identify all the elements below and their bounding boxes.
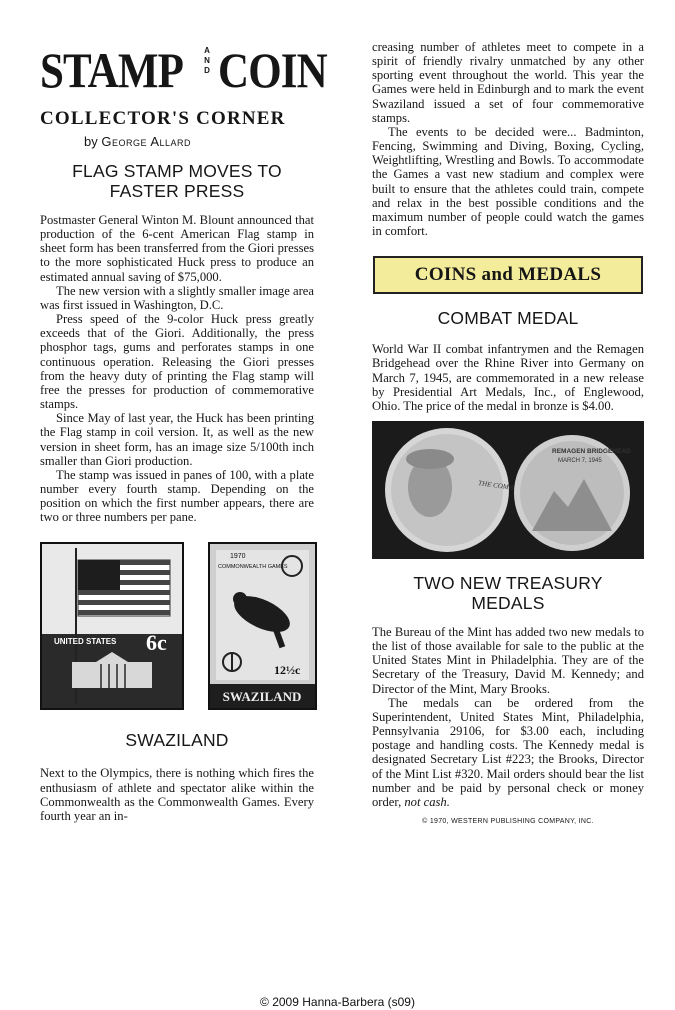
flag-article-paragraph: Since May of last year, the Huck has been printing the Flag stamp in coil version. It, as well as the new version in sheet form, has an image size 5/100th inch smaller than Giori production. bbox=[40, 411, 314, 468]
flag-article-paragraph: Press speed of the 9-color Huck press greatly exceeds that of the Giori. Additionally, the press phosphor tags, gums and perforates stamps in one continuous operation. Releasing the Giori presses from the heavy duty of printing the Flag stamp will free the presses for production of commemorative stamps. bbox=[40, 312, 314, 412]
treasury-medals-headline: TWO NEW TREASURY MEDALS bbox=[413, 572, 603, 613]
us-stamp-value: 6c bbox=[146, 630, 167, 656]
treasury-paragraph: The Bureau of the Mint has added two new medals to the list of those available for sale to the public at the United States Mint in Philadelphia. They are of the Secretary of the Treasury, David M. Kennedy; and Director of the Mint, Mary Brooks. bbox=[372, 624, 644, 696]
byline-author: George Allard bbox=[101, 134, 192, 149]
byline-by: by bbox=[84, 134, 98, 149]
swaziland-stamp-year: 1970 bbox=[230, 553, 246, 561]
treasury-paragraph-emphasis: not cash. bbox=[404, 794, 450, 809]
footer-copyright: © 2009 Hanna-Barbera (s09) bbox=[260, 995, 415, 1009]
medal-left-inscription: THE COMBAT bbox=[477, 479, 522, 493]
us-flag-stamp-art bbox=[42, 544, 182, 708]
us-stamp-country: UNITED STATES bbox=[54, 637, 117, 647]
byline bbox=[84, 134, 314, 150]
masthead bbox=[40, 42, 327, 100]
masthead-and-text: AND bbox=[204, 46, 210, 75]
swaziland-paragraph-continued: creasing number of athletes meet to compete in a spirit of friendly rivalry unmatched by any other sporting event throughout the world. This year the Games were held in Edinburgh and to mark the event Swaziland issued a set of four commemorative stamps. bbox=[372, 40, 644, 125]
treasury-paragraph bbox=[372, 696, 644, 809]
flag-article-paragraph: Postmaster General Winton M. Blount announced that production of the 6-cent American Flag stamp in sheet form has been transferred from the Giori presses to the more sophisticated Huck press to produce an estimated annual saving of $75,000. bbox=[40, 213, 314, 284]
combat-medal-paragraph: World War II combat infantrymen and the Remagen Bridgehead over the Rhine River into Germany on March 7, 1945, are commemorated in a new release by Presidential Art Medals, Inc., of Englewood, Ohio. The price of the medal in bronze is $4.00. bbox=[372, 342, 644, 413]
us-flag-stamp bbox=[40, 542, 184, 710]
flag-article-paragraph: The new version with a slightly smaller image area was first issued in Washington, D.C. bbox=[40, 283, 314, 312]
flag-icon bbox=[78, 560, 170, 616]
stamp-images bbox=[40, 542, 314, 726]
right-column bbox=[372, 40, 644, 829]
coins-and-medals-label: COINS and MEDALS bbox=[414, 264, 602, 286]
swaziland-paragraph: Next to the Olympics, there is nothing which fires the enthusiasm of athlete and spectator alike within the Commonwealth as the Commonwealth Games. Every fourth year an in- bbox=[40, 766, 314, 823]
medal-right-inscription-2: MARCH 7, 1945 bbox=[558, 457, 602, 464]
treasury-paragraph-text: The medals can be ordered from the Superintendent, United States Mint, Philadelphia, Pennsylvania 29106, for $3.00 each, including postage and handling costs. The Kennedy medal is designated Secretary List #223; the Brooks, Director of the Mint List #320. Mail orders should bear the list number and be paid by personal check or money order, bbox=[372, 695, 644, 809]
left-column bbox=[40, 42, 327, 823]
combat-medal-headline: COMBAT MEDAL bbox=[437, 308, 579, 329]
swaziland-headline: SWAZILAND bbox=[125, 730, 229, 751]
masthead-stamp: STAMP bbox=[40, 42, 184, 98]
medal-photo-art bbox=[372, 421, 644, 559]
masthead-subtitle: COLLECTOR'S CORNER bbox=[40, 108, 286, 129]
swaziland-stamp bbox=[208, 542, 317, 710]
coins-and-medals-banner bbox=[373, 256, 643, 294]
combat-medal-photo bbox=[372, 421, 644, 559]
swaziland-paragraph: The events to be decided were... Badminton, Fencing, Swimming and Diving, Boxing, Cycling, Weightlifting, Wrestling and Bowls. To accommodate the Games a vast new stadium and complex were built to ensure that the athletes could train, compete and relax in the best possible conditions and the maximum number of people could watch the games in comfort. bbox=[372, 124, 644, 239]
flag-article-headline: FLAG STAMP MOVES TO FASTER PRESS bbox=[72, 161, 282, 201]
masthead-and bbox=[200, 46, 214, 76]
swaziland-stamp-art bbox=[210, 544, 315, 708]
swaziland-stamp-country: SWAZILAND bbox=[222, 689, 302, 705]
flag-article-paragraph: The stamp was issued in panes of 100, with a plate number every fourth stamp. Depending on the position on which the first number appears, there are two or three numbers per pane. bbox=[40, 467, 314, 525]
swaziland-stamp-value: 12½c bbox=[274, 663, 301, 678]
masthead-coin: COIN bbox=[218, 42, 327, 98]
page-copyright: © 1970, WESTERN PUBLISHING COMPANY, INC. bbox=[422, 818, 594, 825]
medal-right-inscription-1: REMAGEN BRIDGEHEAD bbox=[552, 447, 631, 455]
swaziland-stamp-games: COMMONWEALTH GAMES bbox=[218, 564, 288, 571]
